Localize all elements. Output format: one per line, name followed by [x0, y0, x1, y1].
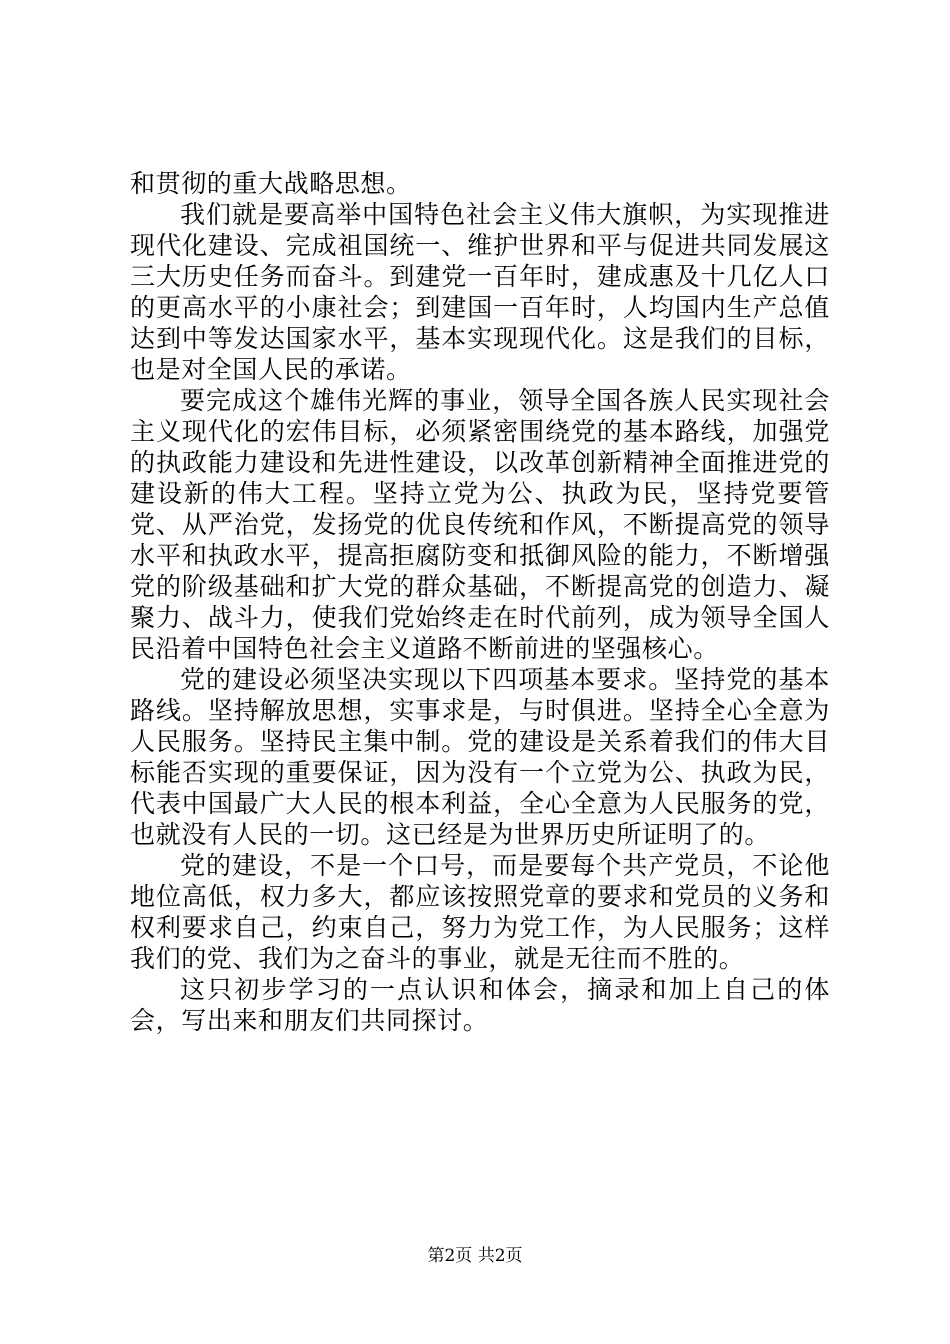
paragraph-not-a-slogan: 党的建设，不是一个口号，而是要每个共产党员，不论他地位高低，权力多大，都应该按照党章的要求和党员的义务和权利要求自己，约束自己，努力为党工作，为人民服务；这样我们的党、我们为之奋斗的事业，就是无往而不胜的。: [130, 851, 830, 973]
page-number-footer: 第2页 共2页: [427, 1246, 523, 1266]
paragraph-four-requirements: 党的建设必须坚决实现以下四项基本要求。坚持党的基本路线。坚持解放思想，实事求是，与时俱进。坚持全心全意为人民服务。坚持民主集中制。党的建设是关系着我们的伟大目标能否实现的重要保证，因为没有一个立党为公、执政为民，代表中国最广大人民的根本利益，全心全意为人民服务的党，也就没有人民的一切。这已经是为世界历史所证明了的。: [130, 665, 830, 849]
document-body: [130, 168, 830, 1036]
paragraph-party-building: 要完成这个雄伟光辉的事业，领导全国各族人民实现社会主义现代化的宏伟目标，必须紧密围绕党的基本路线，加强党的执政能力建设和先进性建设，以改革创新精神全面推进党的建设新的伟大工程。坚持立党为公、执政为民，坚持党要管党、从严治党，发扬党的优良传统和作风，不断提高党的领导水平和执政水平，提高拒腐防变和抵御风险的能力，不断增强党的阶级基础和扩大党的群众基础，不断提高党的创造力、凝聚力、战斗力，使我们党始终走在时代前列，成为领导全国人民沿着中国特色社会主义道路不断前进的坚强核心。: [130, 386, 830, 663]
paragraph-continuation: 和贯彻的重大战略思想。: [130, 169, 412, 198]
paragraph-goals: 我们就是要高举中国特色社会主义伟大旗帜，为实现推进现代化建设、完成祖国统一、维护世界和平与促进共同发展这三大历史任务而奋斗。到建党一百年时，建成惠及十几亿人口的更高水平的小康社会；到建国一百年时，人均国内生产总值达到中等发达国家水平，基本实现现代化。这是我们的目标，也是对全国人民的承诺。: [130, 200, 830, 384]
paragraph-closing: 这只初步学习的一点认识和体会，摘录和加上自己的体会，写出来和朋友们共同探讨。: [130, 975, 830, 1035]
